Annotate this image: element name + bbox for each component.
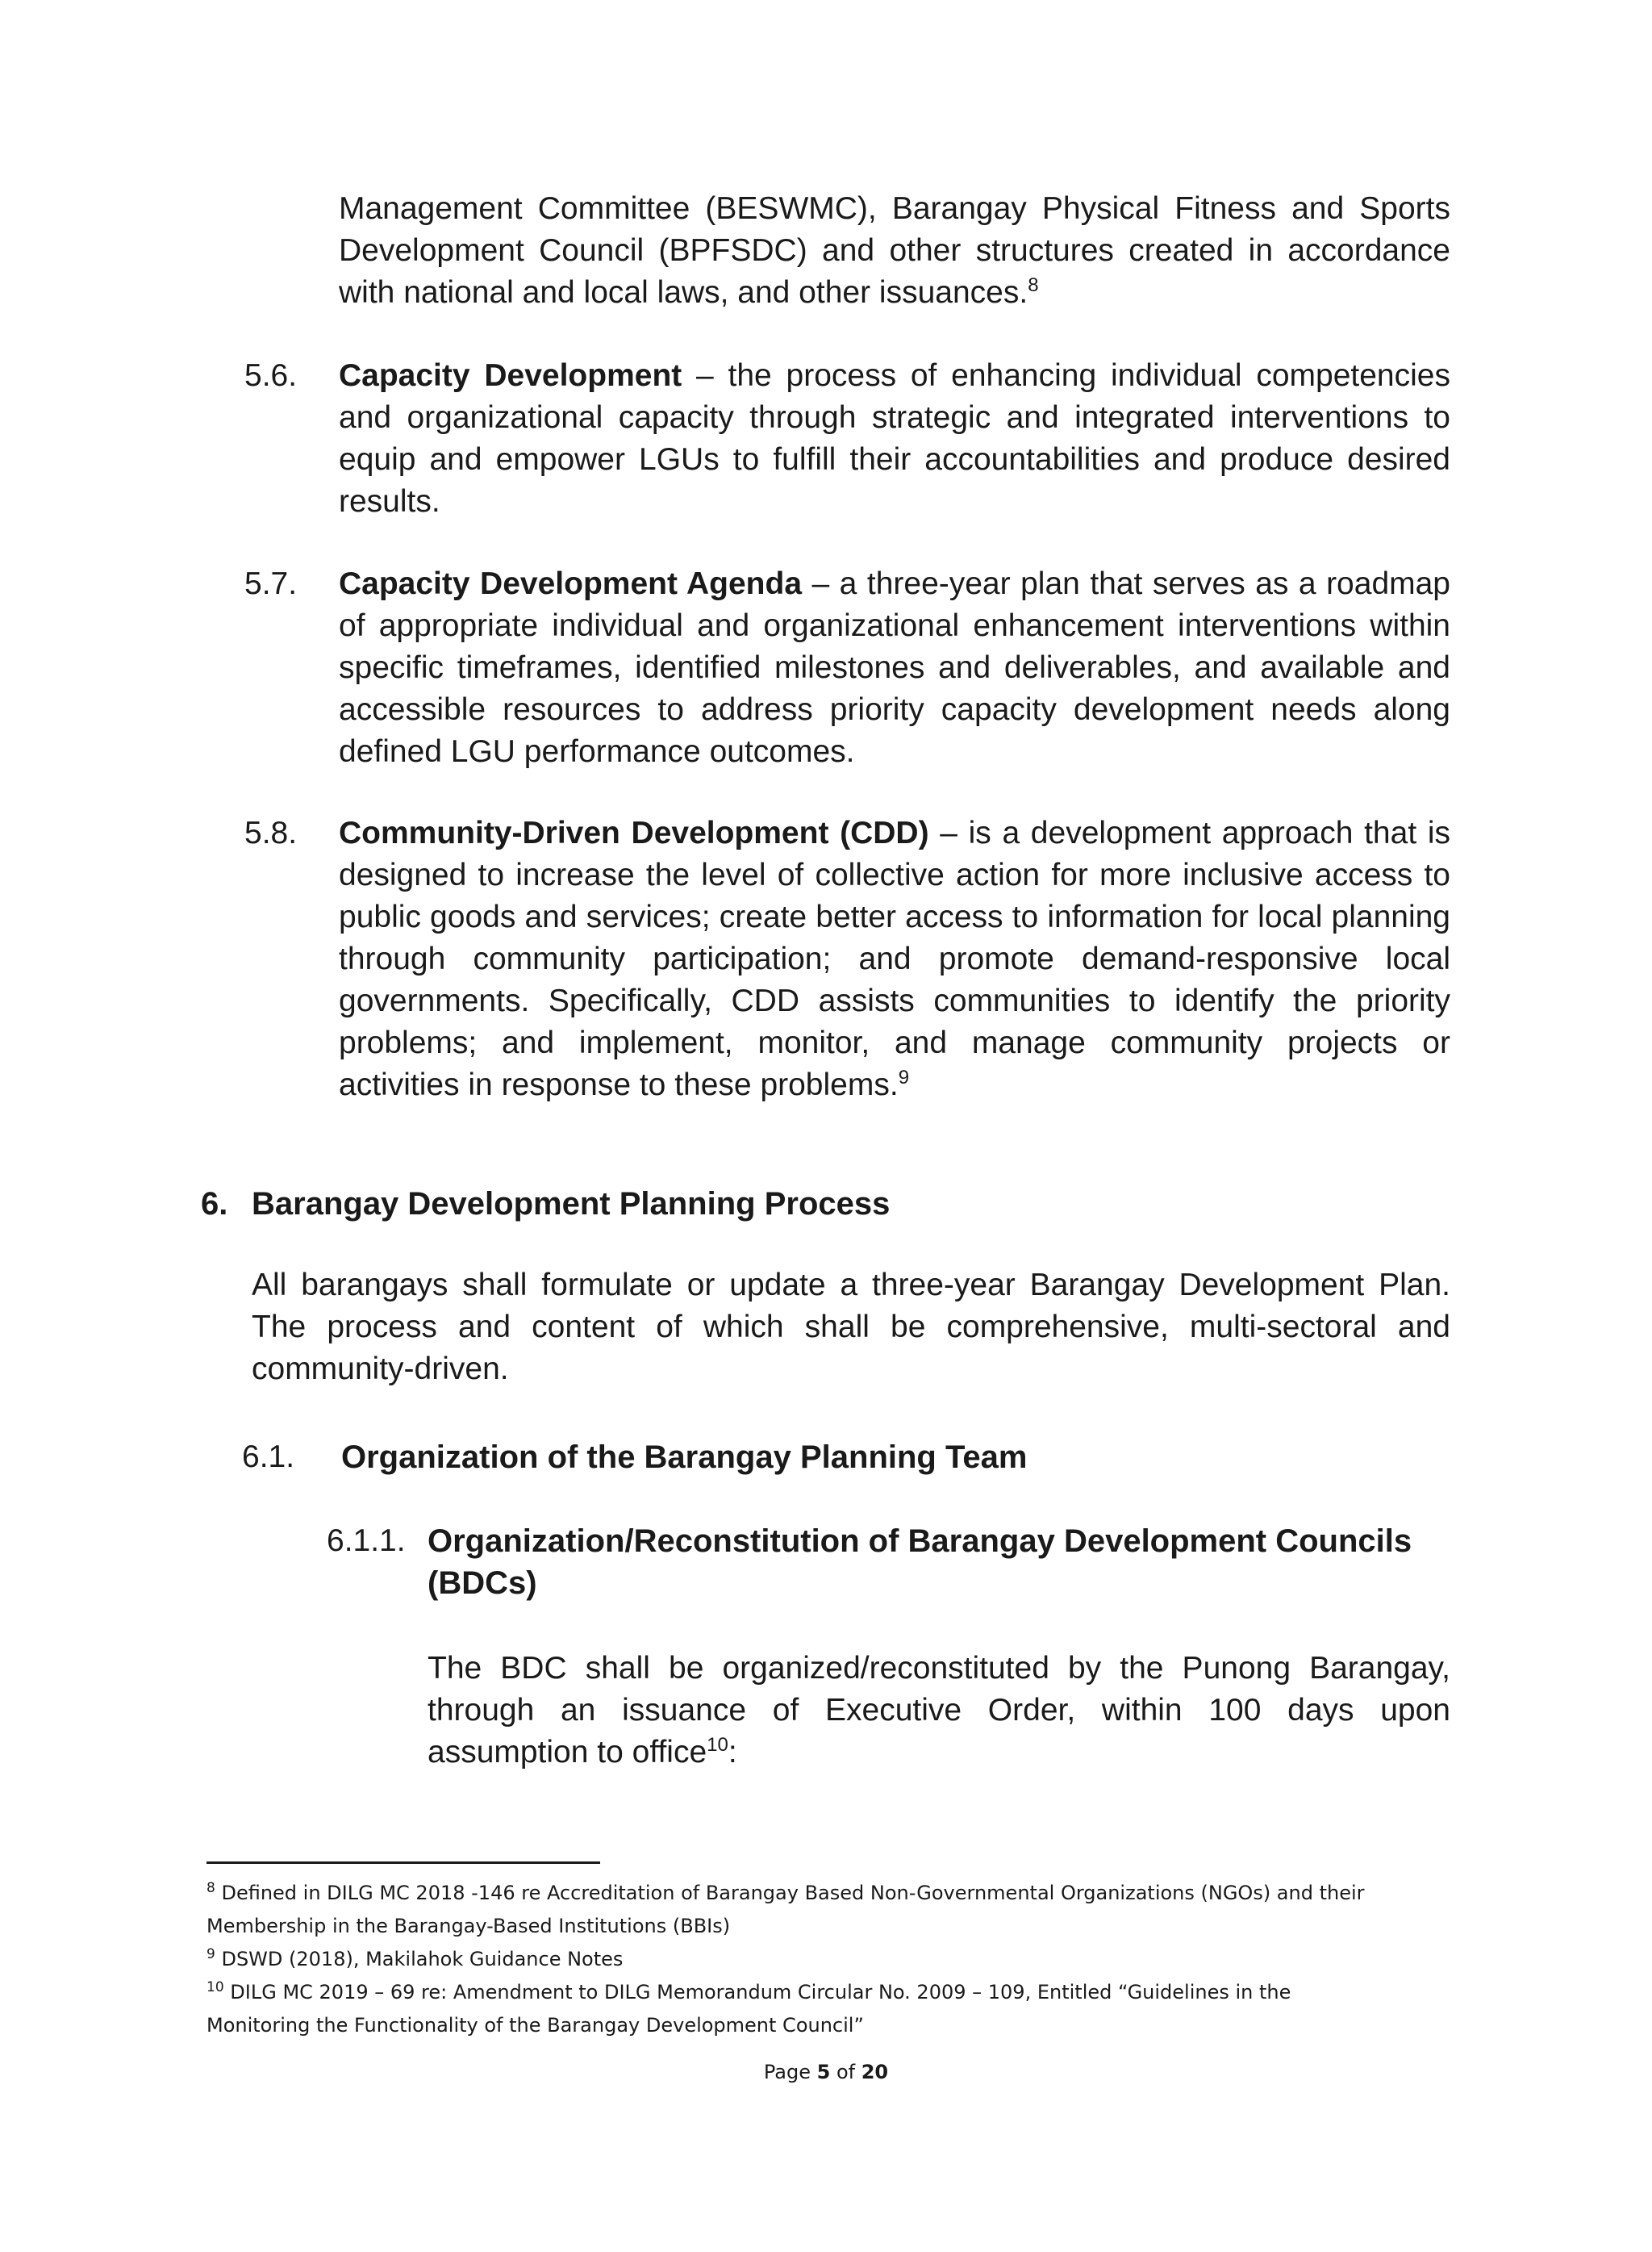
footnote-line: Monitoring the Functionality of the Barangay Development Council” bbox=[206, 2014, 864, 2037]
intro-paragraph bbox=[339, 188, 1450, 314]
footnote-9 bbox=[206, 1943, 1416, 1976]
page-number bbox=[0, 2061, 1652, 2083]
definition-term: Capacity Development Agenda bbox=[339, 566, 803, 601]
subsection-6-1-1-body bbox=[428, 1648, 1450, 1774]
definition-number-5-6: 5.6. bbox=[244, 358, 298, 393]
section-6-intro-text: All barangays shall formulate or update a three-year Barangay Development Plan. The process and content of which shall be comprehensive, multi-sectoral and community-driven. bbox=[252, 1268, 1450, 1386]
section-6-number: 6. bbox=[201, 1186, 228, 1222]
page-middle: of bbox=[830, 2061, 861, 2083]
subsection-6-1-title: Organization of the Barangay Planning Team bbox=[341, 1439, 1028, 1475]
footnote-line: DSWD (2018), Makilahok Guidance Notes bbox=[221, 1948, 624, 1970]
footnote-separator bbox=[206, 1861, 600, 1864]
intro-continuation bbox=[339, 188, 1450, 314]
definition-paragraph bbox=[339, 563, 1450, 773]
page-current: 5 bbox=[816, 2061, 831, 2083]
subsection-6-1-1-paragraph bbox=[428, 1648, 1450, 1774]
footnote-10 bbox=[206, 1976, 1416, 2009]
footnote-8 bbox=[206, 1877, 1416, 1910]
subsection-6-1-1-text: The BDC shall be organized/reconstituted by the Punong Barangay, through an issuance of Executive Order, within 100 days upon assumption to office bbox=[428, 1651, 1450, 1769]
footnote-line: Defined in DILG MC 2018 -146 re Accreditation of Barangay Based Non-Governmental Organizations (NGOs) and their bbox=[221, 1882, 1365, 1904]
footnote-mark: 9 bbox=[206, 1946, 215, 1962]
definition-term: Capacity Development bbox=[339, 358, 682, 393]
footnotes bbox=[206, 1877, 1416, 2042]
footnote-8-continued bbox=[206, 1910, 1416, 1943]
definition-paragraph bbox=[339, 355, 1450, 523]
footnote-line: Membership in the Barangay-Based Institutions (BBIs) bbox=[206, 1915, 731, 1937]
page-total: 20 bbox=[861, 2061, 889, 2083]
definition-text: – is a development approach that is designed to increase the level of collective action for more inclusive access to public goods and services; create better access to information for local planning through community participation; and promote demand-responsive local governments. Specifically, CDD assists communities to identify the priority problems; and implement, monitor, and manage community projects or activities in response to these problems. bbox=[339, 816, 1450, 1102]
definition-5-7 bbox=[339, 563, 1450, 773]
page-prefix: Page bbox=[763, 2061, 817, 2083]
section-6-title: Barangay Development Planning Process bbox=[252, 1186, 891, 1222]
subsection-6-1-1-title: Organization/Reconstitution of Barangay Development Councils (BDCs) bbox=[428, 1523, 1412, 1601]
subsection-6-1-1-number: 6.1.1. bbox=[327, 1523, 406, 1558]
subsection-6-1-1-trailing: : bbox=[728, 1735, 737, 1769]
definition-paragraph bbox=[339, 813, 1450, 1106]
definition-number-5-7: 5.7. bbox=[244, 566, 298, 601]
footnote-ref-8: 8 bbox=[1028, 274, 1039, 296]
footnote-mark: 10 bbox=[206, 1979, 224, 1995]
definition-term: Community-Driven Development (CDD) bbox=[339, 816, 929, 850]
definition-text: – the process of enhancing individual competencies and organizational capacity through strategic and integrated interventions to equip and empower LGUs to fulfill their accountabilities and produce desired results. bbox=[339, 358, 1450, 519]
footnote-10-continued bbox=[206, 2009, 1416, 2042]
definition-5-6 bbox=[339, 355, 1450, 523]
footnote-line: DILG MC 2019 – 69 re: Amendment to DILG Memorandum Circular No. 2009 – 109, Entitled “Guidelines in the bbox=[230, 1981, 1291, 2003]
subsection-6-1-number: 6.1. bbox=[242, 1439, 295, 1474]
section-6-intro bbox=[252, 1264, 1450, 1390]
definition-number-5-8: 5.8. bbox=[244, 816, 298, 850]
footnote-mark: 8 bbox=[206, 1880, 215, 1896]
intro-text: Management Committee (BESWMC), Barangay Physical Fitness and Sports Development Council (BPFSDC) and other structures created in accordance with national and local laws, and other issuances. bbox=[339, 191, 1450, 310]
definition-5-8 bbox=[339, 813, 1450, 1106]
definition-text: – a three-year plan that serves as a roadmap of appropriate individual and organizational enhancement interventions within specific timeframes, identified milestones and deliverables, and available and accessible resources to address priority capacity development needs along defined LGU performance outcomes. bbox=[339, 566, 1450, 769]
footnote-ref-10: 10 bbox=[707, 1734, 728, 1756]
subsection-6-1-1-heading bbox=[428, 1520, 1450, 1604]
footnote-ref-9: 9 bbox=[898, 1067, 910, 1088]
